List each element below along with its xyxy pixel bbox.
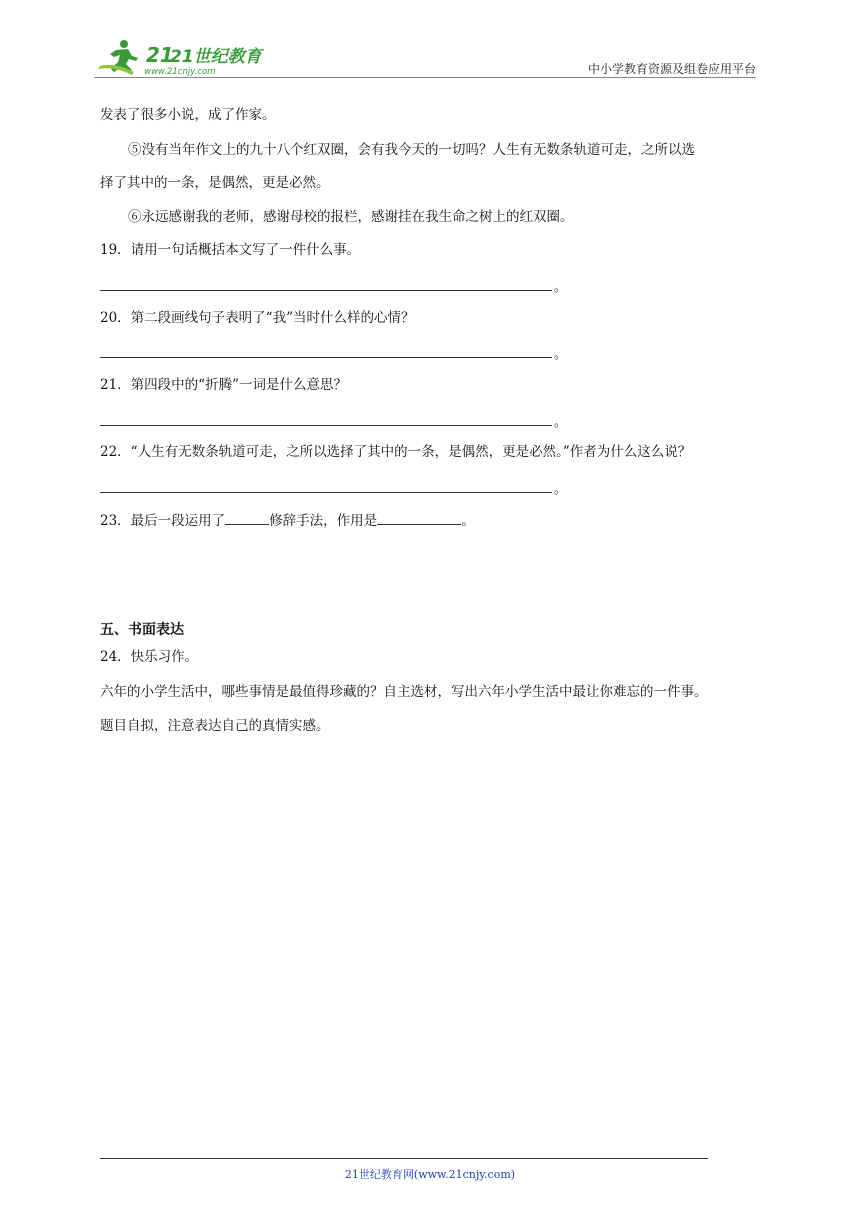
writing-prompt-line1: 六年的小学生活中，哪些事情是最值得珍藏的？自主选材，写出六年小学生活中最让你难忘的一件事。 [100,684,708,700]
header-divider [94,77,756,78]
answer-period: 。 [554,415,568,430]
fill-blank-rhetoric[interactable] [225,510,269,525]
answer-line-22[interactable] [100,492,552,493]
answer-line-21[interactable] [100,425,552,426]
page-header [94,36,756,80]
question-19: 19．请用一句话概括本文写了一件什么事。 [100,242,361,258]
question-23-part2: 修辞手法，作用是 [269,513,378,529]
question-24: 24．快乐习作。 [100,649,199,665]
writing-prompt-line2: 题目自拟，注意表达自己的真情实感。 [100,718,330,734]
answer-line-19[interactable] [100,290,552,291]
answer-line-20[interactable] [100,357,552,358]
svg-text:21: 21 [146,43,174,67]
question-23-part3: 。 [461,513,475,529]
question-21: 21．第四段中的“折腾”一词是什么意思？ [100,377,347,393]
answer-period: 。 [554,347,568,362]
footer-divider [100,1158,708,1159]
question-23 [100,510,475,531]
answer-period: 。 [554,482,568,497]
passage-line: 发表了很多小说，成了作家。 [100,107,276,123]
passage-p5-line2: 择了其中的一条，是偶然，更是必然。 [100,175,330,191]
platform-name: 中小学教育资源及组卷应用平台 [587,62,756,76]
section-title: 五、书面表达 [100,622,184,638]
answer-period: 。 [554,280,568,295]
question-23-part1: 23．最后一段运用了 [100,513,226,529]
svg-text:21世纪教育: 21世纪教育 [170,47,262,67]
fill-blank-effect[interactable] [377,510,461,525]
passage-p6: ⑥永远感谢我的老师，感谢母校的报栏，感谢挂在我生命之树上的红双圈。 [128,209,574,225]
site-logo [94,36,264,78]
question-22: 22．“人生有无数条轨道可走，之所以选择了其中的一条，是偶然，更是必然。”作者为什么这么说？ [100,444,692,460]
logo-url: www.21cnjy.com [144,67,216,77]
question-20: 20．第二段画线句子表明了“我”当时什么样的心情？ [100,310,415,326]
footer-link[interactable]: 21世纪教育网(www.21cnjy.com) [344,1168,516,1181]
passage-p5-line1: ⑤没有当年作文上的九十八个红双圈，会有我今天的一切吗？人生有无数条轨道可走，之所以选 [128,142,695,158]
runner-icon [98,40,138,75]
